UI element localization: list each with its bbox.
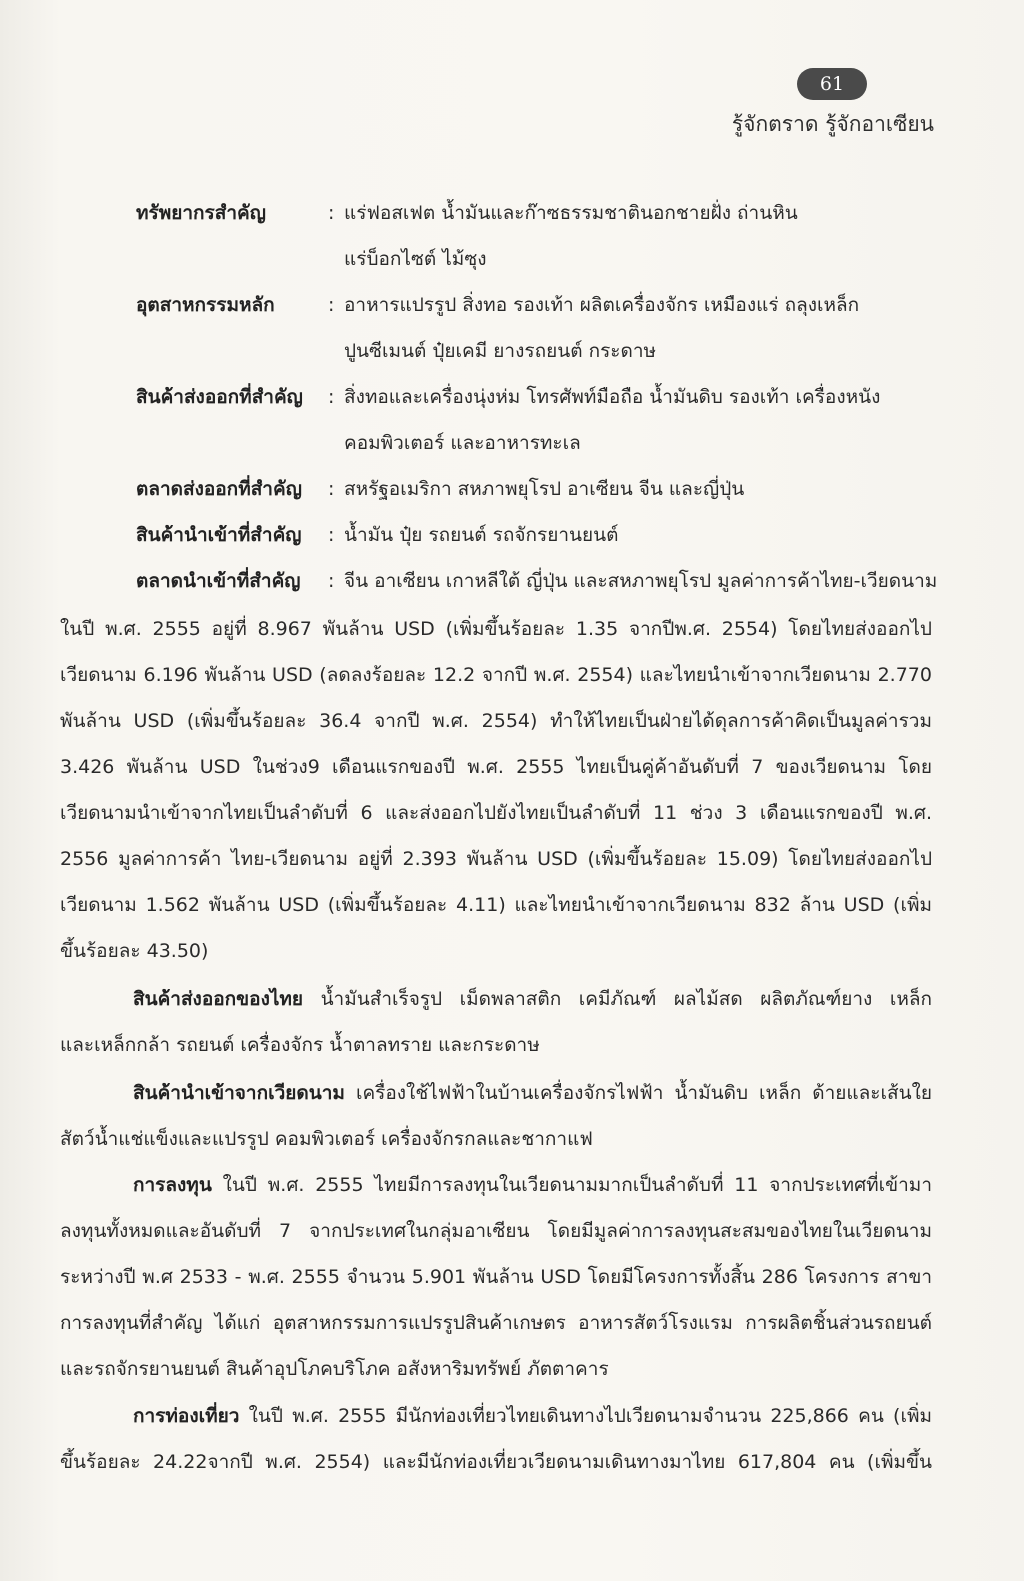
paragraph-line: ในปี พ.ศ. 2555 อยู่ที่ 8.967 พันล้าน USD (เพิ่มขึ้นร้อยละ 1.35 จากปีพ.ศ. 2554) โดยไทยส่งออกไป — [60, 618, 932, 640]
paragraph-first-line — [133, 1404, 932, 1428]
fact-row-import-markets — [136, 558, 936, 604]
page-number-badge: 61 — [797, 68, 867, 100]
fact-value: สหรัฐอเมริกา สหภาพยุโรป อาเซียน จีน และญี่ปุ่น — [344, 478, 745, 500]
paragraph-line: เวียดนามนำเข้าจากไทยเป็นลำดับที่ 6 และส่งออกไปยังไทยเป็นลำดับที่ 11 ช่วง 3 เดือนแรกของปี พ.ศ. — [60, 802, 932, 824]
paragraph-lead: สินค้าส่งออกของไทย — [133, 988, 304, 1010]
paragraph-line: การลงทุนที่สำคัญ ได้แก่ อุตสาหกรรมการแปรรูปสินค้าเกษตร อาหารสัตว์โรงแรม การผลิตชิ้นส่วนรถยนต์ — [60, 1312, 932, 1334]
fact-value: แร่ฟอสเฟต น้ำมันและก๊าซธรรมชาตินอกชายฝั่ง ถ่านหิน แร่บ็อกไซต์ ไม้ซุง — [344, 202, 798, 270]
paragraph-line: สัตว์น้ำแช่แข็งและแปรรูป คอมพิวเตอร์ เครื่องจักรกลและชากาแฟ — [60, 1128, 593, 1150]
paragraph-lead: การลงทุน — [133, 1174, 212, 1196]
fact-row-export-markets — [136, 466, 936, 512]
paragraph-lead: สินค้านำเข้าจากเวียดนาม — [133, 1082, 345, 1104]
running-head: รู้จักตราด รู้จักอาเซียน — [731, 112, 934, 136]
fact-label: สินค้านำเข้าที่สำคัญ — [136, 524, 302, 546]
fact-colon: : — [328, 294, 335, 316]
fact-label: สินค้าส่งออกที่สำคัญ — [136, 386, 303, 408]
paragraph-line: และเหล็กกล้า รถยนต์ เครื่องจักร น้ำตาลทราย และกระดาษ — [60, 1034, 540, 1056]
paragraph-line: เวียดนาม 6.196 พันล้าน USD (ลดลงร้อยละ 12.2 จากปี พ.ศ. 2554) และไทยนำเข้าจากเวียดนาม 2.770 — [60, 664, 932, 686]
paragraph-line: เวียดนาม 1.562 พันล้าน USD (เพิ่มขึ้นร้อยละ 4.11) และไทยนำเข้าจากเวียดนาม 832 ล้าน USD (เพิ่ม — [60, 894, 932, 916]
fact-value: น้ำมัน ปุ๋ย รถยนต์ รถจักรยานยนต์ — [344, 524, 619, 546]
paragraph-first-line — [133, 1081, 932, 1105]
paragraph-first-line — [133, 1173, 932, 1197]
fact-colon: : — [328, 386, 335, 408]
fact-row-exports — [136, 374, 936, 466]
paragraph-line: ระหว่างปี พ.ศ 2533 - พ.ศ. 2555 จำนวน 5.901 พันล้าน USD โดยมีโครงการทั้งสิ้น 286 โครงการ สาขา — [60, 1266, 932, 1288]
fact-colon: : — [328, 524, 335, 546]
fact-value: อาหารแปรรูป สิ่งทอ รองเท้า ผลิตเครื่องจักร เหมืองแร่ ถลุงเหล็ก ปูนซีเมนต์ ปุ๋ยเคมี ยางรถยนต์ กระดาษ — [344, 294, 860, 362]
fact-colon: : — [328, 478, 335, 500]
fact-value: จีน อาเซียน เกาหลีใต้ ญี่ปุ่น และสหภาพยุโรป มูลค่าการค้าไทย-เวียดนาม — [344, 570, 938, 592]
fact-label: อุตสาหกรรมหลัก — [136, 294, 275, 316]
fact-label: ตลาดส่งออกที่สำคัญ — [136, 478, 302, 500]
fact-row-imports — [136, 512, 936, 558]
paragraph-line: ขึ้นร้อยละ 43.50) — [60, 940, 209, 962]
paragraph-lead: การท่องเที่ยว — [133, 1405, 240, 1427]
fact-label: ตลาดนำเข้าที่สำคัญ — [136, 570, 301, 592]
paragraph-line: 2556 มูลค่าการค้า ไทย-เวียดนาม อยู่ที่ 2.393 พันล้าน USD (เพิ่มขึ้นร้อยละ 15.09) โดยไทยส่งออกไป — [60, 848, 932, 870]
fact-label: ทรัพยากรสำคัญ — [136, 202, 266, 224]
paragraph-line: พันล้าน USD (เพิ่มขึ้นร้อยละ 36.4 จากปี พ.ศ. 2554) ทำให้ไทยเป็นฝ่ายได้ดุลการค้าคิดเป็นมูลค่ารวม — [60, 710, 932, 732]
paragraph-text: เครื่องใช้ไฟฟ้าในบ้านเครื่องจักรไฟฟ้า น้ำมันดิบ เหล็ก ด้ายและเส้นใย — [344, 1082, 932, 1104]
paragraph-line: ขึ้นร้อยละ 24.22จากปี พ.ศ. 2554) และมีนักท่องเที่ยวเวียดนามเดินทางมาไทย 617,804 คน (เพิ่มขึ้น — [60, 1451, 932, 1473]
paragraph-first-line — [133, 987, 932, 1011]
paragraph-line: และรถจักรยานยนต์ สินค้าอุปโภคบริโภค อสังหาริมทรัพย์ ภัตตาคาร — [60, 1358, 609, 1380]
paragraph-text: ในปี พ.ศ. 2555 ไทยมีการลงทุนในเวียดนามมากเป็นลำดับที่ 11 จากประเทศที่เข้ามา — [211, 1174, 932, 1196]
fact-row-industries — [136, 282, 936, 374]
fact-row-resources — [136, 190, 936, 282]
paragraph-line: ลงทุนทั้งหมดและอันดับที่ 7 จากประเทศในกลุ่มอาเซียน โดยมีมูลค่าการลงทุนสะสมของไทยในเวียดนาม — [60, 1220, 932, 1242]
fact-value: สิ่งทอและเครื่องนุ่งห่ม โทรศัพท์มือถือ น้ำมันดิบ รองเท้า เครื่องหนัง คอมพิวเตอร์ และอาหารทะเล — [344, 386, 881, 454]
fact-colon: : — [328, 570, 335, 592]
paragraph-line: 3.426 พันล้าน USD ในช่วง9 เดือนแรกของปี พ.ศ. 2555 ไทยเป็นคู่ค้าอันดับที่ 7 ของเวียดนาม โดย — [60, 756, 932, 778]
fact-colon: : — [328, 202, 335, 224]
paragraph-text: ในปี พ.ศ. 2555 มีนักท่องเที่ยวไทยเดินทางไปเวียดนามจำนวน 225,866 คน (เพิ่ม — [239, 1405, 932, 1427]
paragraph-text: น้ำมันสำเร็จรูป เม็ดพลาสติก เคมีภัณฑ์ ผลไม้สด ผลิตภัณฑ์ยาง เหล็ก — [303, 988, 932, 1010]
